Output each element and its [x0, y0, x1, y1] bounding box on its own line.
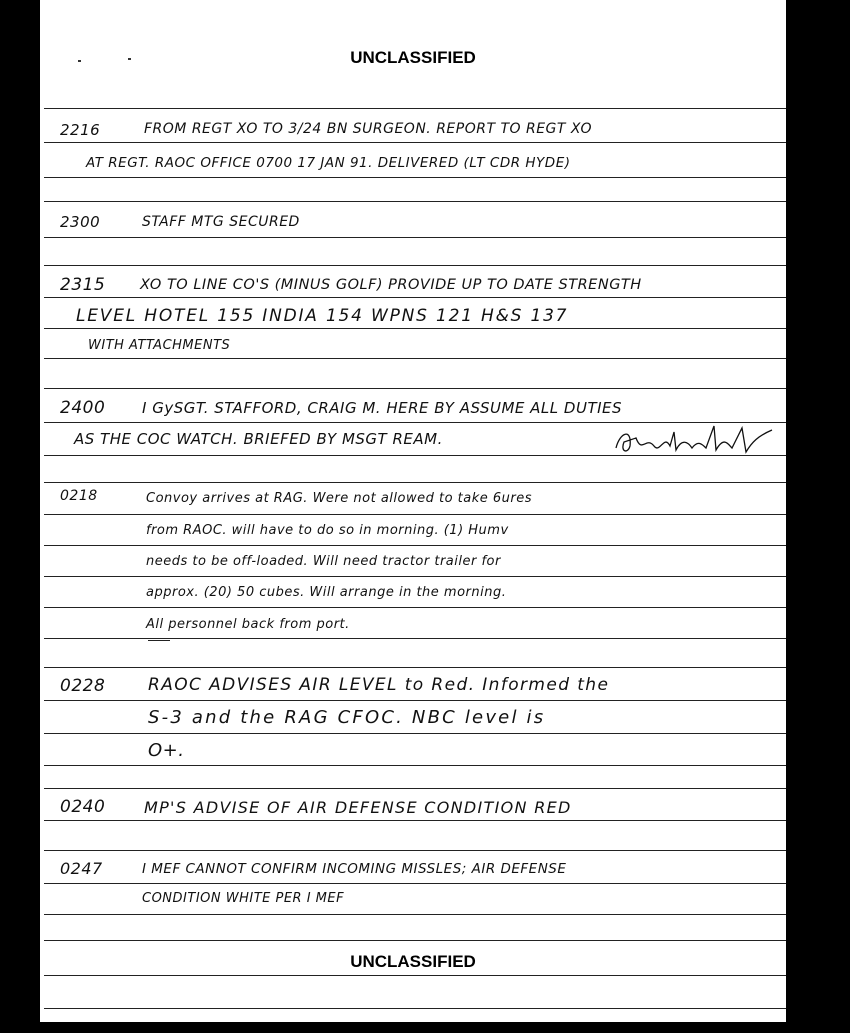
- entry-time: 2216: [60, 121, 101, 139]
- entry-line: approx. (20) 50 cubes. Will arrange in the morning.: [146, 585, 507, 600]
- entry-time: 0228: [60, 676, 106, 696]
- entry-time: 2315: [60, 275, 106, 295]
- entry-line: AT REGT. RAOC OFFICE 0700 17 JAN 91. DELIVERED (LT CDR HYDE): [86, 155, 571, 171]
- entry-time: 2300: [60, 213, 101, 231]
- scan-border-left: [0, 0, 40, 1033]
- entry-line: from RAOC. will have to do so in morning. (1) Humv: [146, 523, 509, 538]
- entry-line: Convoy arrives at RAG. Were not allowed to take 6ures: [146, 491, 533, 506]
- entry-line: S-3 and the RAG CFOC. NBC level is: [148, 707, 546, 728]
- scan-border-bottom: [0, 1022, 850, 1033]
- signature-scribble: [612, 418, 782, 462]
- entry-time: 2400: [60, 398, 106, 418]
- underline-stroke: [148, 640, 170, 641]
- entry-line: FROM REGT XO TO 3/24 BN SURGEON. REPORT TO REGT XO: [144, 121, 593, 137]
- entry-time: 0218: [60, 488, 98, 504]
- entry-line: MP'S ADVISE OF AIR DEFENSE CONDITION RED: [144, 798, 572, 817]
- entry-line: CONDITION WHITE PER I MEF: [142, 891, 345, 906]
- entry-line: RAOC ADVISES AIR LEVEL to Red. Informed the: [148, 675, 610, 695]
- entry-line: I MEF CANNOT CONFIRM INCOMING MISSLES; AIR DEFENSE: [142, 861, 567, 877]
- scan-border-right: [786, 0, 850, 1033]
- entry-line: needs to be off-loaded. Will need tractor trailer for: [146, 554, 501, 569]
- entry-line: LEVEL HOTEL 155 INDIA 154 WPNS 121 H&S 137: [76, 306, 569, 326]
- entry-line: O+.: [148, 740, 185, 761]
- classification-banner-bottom: UNCLASSIFIED: [350, 952, 476, 971]
- entry-line: XO TO LINE CO'S (MINUS GOLF) PROVIDE UP TO DATE STRENGTH: [140, 277, 642, 293]
- entry-line: I GySGT. STAFFORD, CRAIG M. HERE BY ASSUME ALL DUTIES: [142, 399, 623, 417]
- entry-time: 0240: [60, 797, 106, 817]
- entry-line: WITH ATTACHMENTS: [88, 338, 231, 353]
- entry-line: AS THE COC WATCH. BRIEFED BY MSGT REAM.: [74, 430, 443, 448]
- entry-time: 0247: [60, 859, 103, 878]
- classification-banner-top: UNCLASSIFIED: [350, 48, 476, 67]
- entry-line: All personnel back from port.: [146, 617, 350, 632]
- entry-line: STAFF MTG SECURED: [142, 214, 300, 230]
